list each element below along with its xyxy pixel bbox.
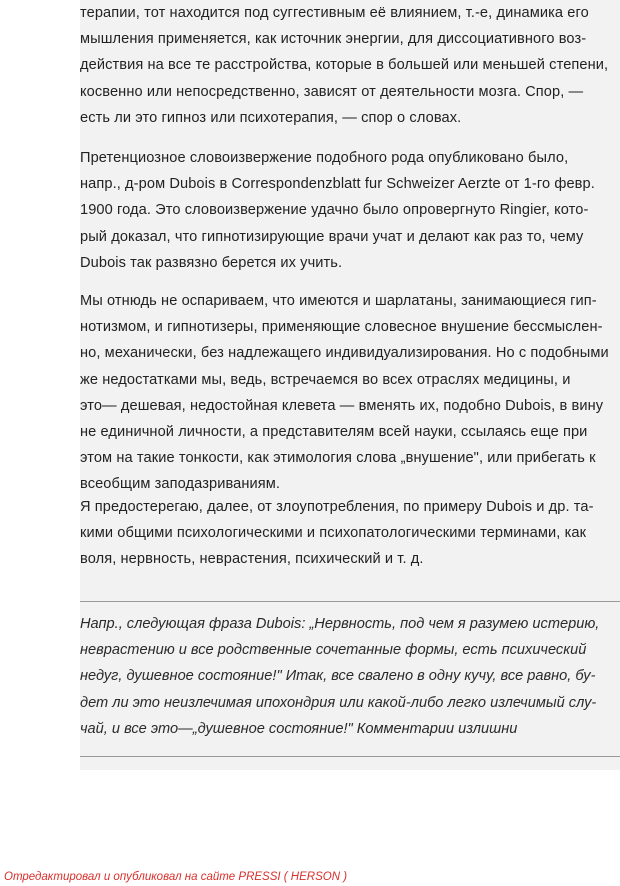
footnote-divider-bottom — [80, 756, 620, 757]
footnote-line: недуг, душевное состояние!" Итак, все свалено в одну кучу, все равно, бу- — [80, 668, 596, 685]
footnote — [80, 611, 620, 742]
footnote-line: неврастению и все родственные сочетанные формы, есть психический — [80, 642, 587, 659]
footnote-line: чай, и все это—„душевное состояние!" Комментарии излишни — [80, 720, 518, 737]
text-line: этом на такие тонкости, как этимология слова „внушение", или прибегать к — [80, 450, 596, 467]
paragraph-3 — [80, 288, 609, 498]
text-line: напр., д-ром Dubois в Correspondenzblatt fur Schweizer Aerzte от 1-го февр. — [80, 176, 595, 193]
text-line: Dubois так развязно берется их учить. — [80, 254, 343, 271]
text-line: всеобщим заподазриваниям. — [80, 476, 281, 493]
text-line: Мы отнюдь не оспариваем, что имеются и шарлатаны, занимающиеся гип- — [80, 293, 597, 309]
text-line: действия на все те расстройства, которые в большей или меньшей степени, — [80, 57, 609, 74]
text-line: воля, нервность, неврастения, психический и т. д. — [80, 551, 424, 568]
text-line: кими общими психологическими и психопатологическими терминами, как — [80, 525, 587, 542]
footnote-line: дет ли это неизлечимая ипохондрия или какой-либо легко излечимый слу- — [80, 694, 597, 711]
text-line: косвенно или непосредственно, зависят от деятельности мозга. Спор, — — [80, 83, 584, 100]
paragraph-4 — [80, 494, 594, 573]
text-line: не единичной личности, а представителям всей науки, ссылаясь еще при — [80, 424, 588, 441]
footnote-divider-top — [80, 601, 620, 602]
text-line: мышления применяется, как источник энергии, для диссоциативного воз- — [80, 31, 587, 48]
text-line: Я предостерегаю, далее, от злоупотребления, по примеру Dubois и др. та- — [80, 499, 594, 515]
text-line: рый доказал, что гипнотизирующие врачи учат и делают как раз то, чему — [80, 228, 584, 245]
text-line: нотизмом, и гипнотизеры, применяющие словесное внушение бессмыслен- — [80, 319, 603, 336]
paragraph-1 — [80, 0, 608, 131]
text-line: есть ли это гипноз или психотерапия, — спор о словах. — [80, 109, 462, 126]
publisher-credit: Отредактировал и опубликовал на сайте PRESSI ( HERSON ) — [4, 871, 348, 883]
footnote-line: Напр., следующая фраза Dubois: „Нервность, под чем я разумею истерию, — [80, 616, 600, 632]
text-line: Претенциозное словоизвержение подобного рода опубликовано было, — [80, 150, 569, 166]
text-line: это— дешевая, недостойная клевета — вменять их, подобно Dubois, в вину — [80, 397, 604, 414]
text-line: же недостатками мы, ведь, встречаемся во всех отраслях медицины, и — [80, 371, 571, 388]
paragraph-2 — [80, 145, 595, 276]
text-line: 1900 года. Это словоизвержение удачно было опровергнуто Ringier, кото- — [80, 202, 589, 219]
text-line: но, механически, без надлежащего индивидуализирования. Но с подобными — [80, 345, 609, 362]
text-line: терапии, тот находится под суггестивным её влиянием, т.-е, динамика его — [80, 5, 589, 21]
